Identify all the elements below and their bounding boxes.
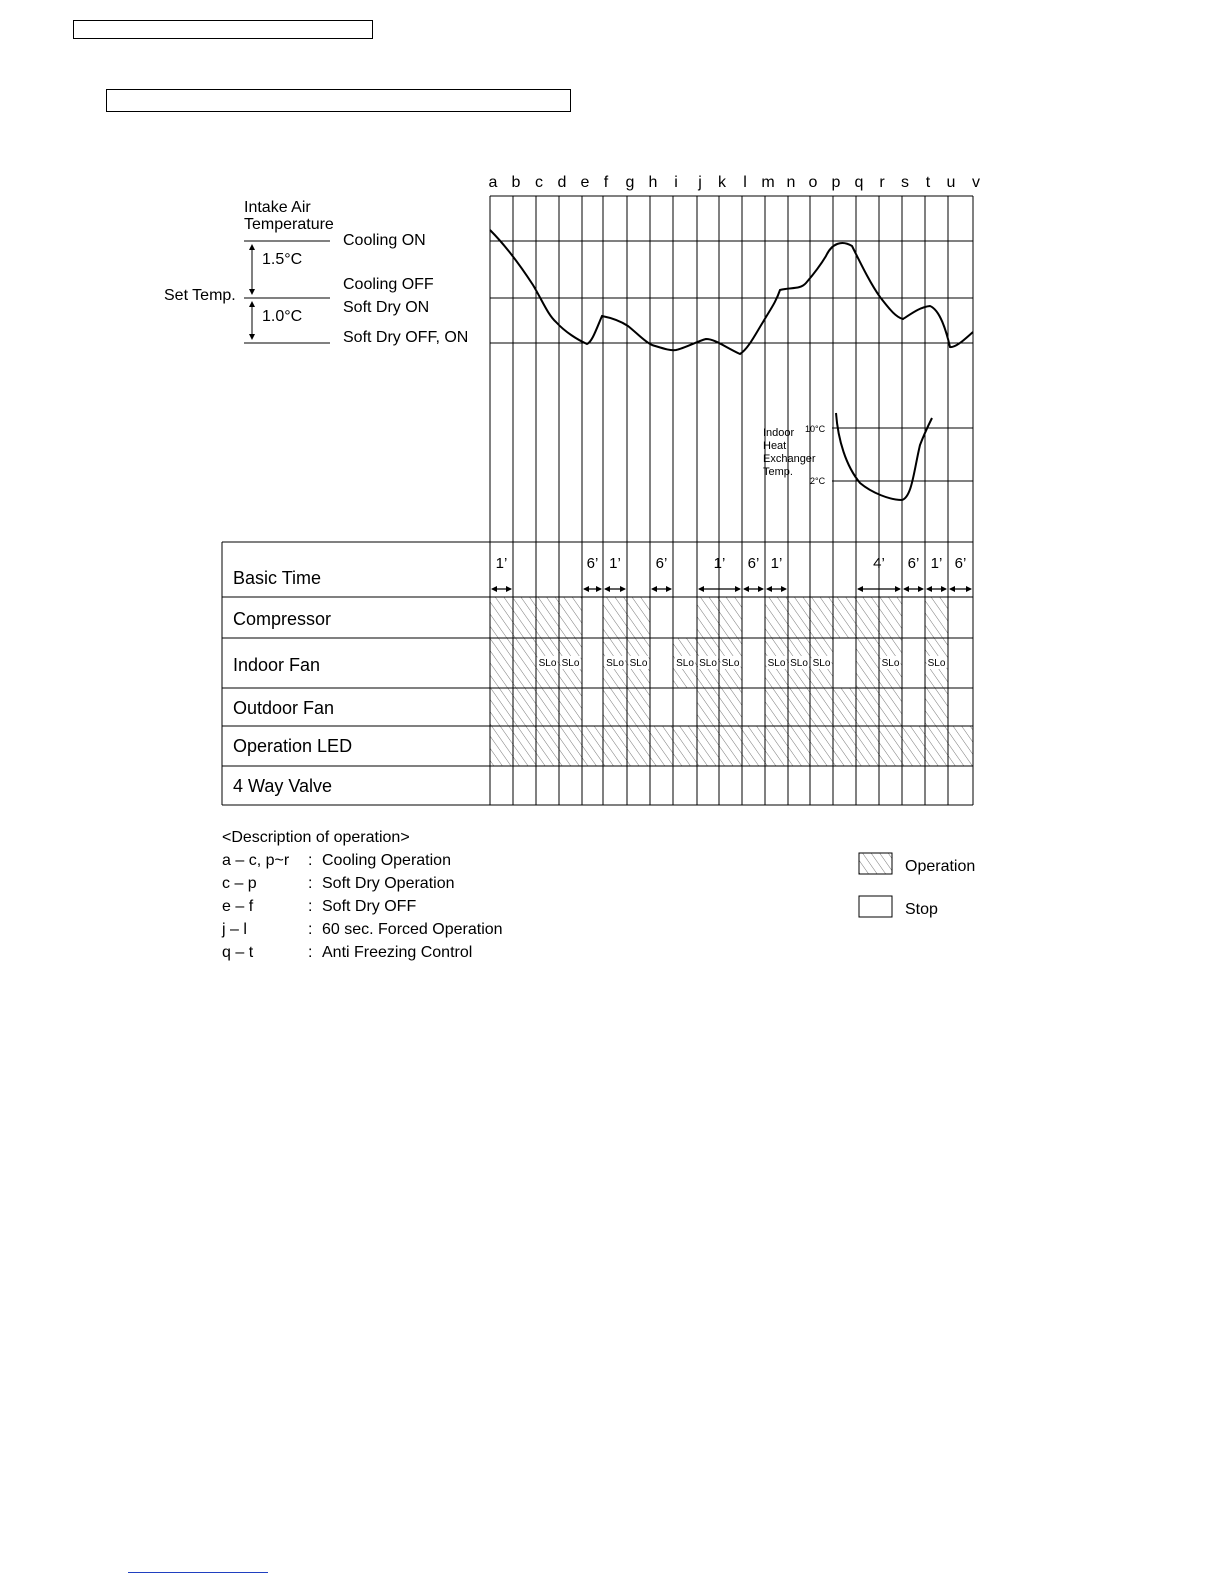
legend-label-operation: Operation: [905, 858, 976, 875]
desc-text-5: Anti Freezing Control: [322, 944, 473, 961]
slo-label-o: SLo: [812, 658, 831, 669]
level-label-cooling-on: Cooling ON: [343, 232, 426, 249]
legend-swatch-stop: [859, 896, 892, 917]
column-label-h: h: [648, 174, 658, 191]
desc-range-3: e – f: [222, 898, 254, 915]
desc-sep-5: :: [308, 944, 313, 961]
row-label-compressor: Compressor: [233, 609, 332, 629]
basic-time-label-7: 4’: [873, 555, 885, 572]
column-label-l: l: [743, 174, 747, 191]
desc-range-2: c – p: [222, 875, 257, 892]
delta-upper-label: 1.5°C: [262, 251, 303, 268]
slo-label-k: SLo: [721, 658, 740, 669]
hatch-outdoor-fan-4: [925, 688, 948, 726]
column-label-q: q: [854, 174, 864, 191]
column-label-v: v: [972, 174, 980, 191]
desc-text-2: Soft Dry Operation: [322, 875, 455, 892]
column-label-m: m: [761, 174, 775, 191]
operation-hatch-layer: [490, 597, 973, 766]
column-label-p: p: [831, 174, 841, 191]
column-label-f: f: [603, 174, 609, 191]
timing-row-labels: [233, 568, 352, 796]
hx-label-1: Indoor: [763, 427, 795, 439]
hatch-operation-led-0: [490, 726, 973, 766]
basic-time-label-0: 1’: [495, 555, 508, 572]
column-label-o: o: [808, 174, 818, 191]
desc-range-4: j – l: [222, 921, 247, 938]
basic-time-label-6: 1’: [770, 555, 783, 572]
footer-rule: [128, 1572, 268, 1573]
column-label-i: i: [674, 174, 678, 191]
basic-time-marks: [492, 555, 971, 589]
slo-label-m: SLo: [767, 658, 786, 669]
intake-temperature-curve: [490, 230, 973, 354]
slo-label-f: SLo: [606, 658, 624, 669]
delta-lower-label: 1.0°C: [262, 308, 303, 325]
desc-range-5: q – t: [222, 944, 254, 961]
intake-air-title-2: Temperature: [244, 216, 334, 233]
basic-time-label-8: 6’: [907, 555, 920, 572]
slo-label-g: SLo: [629, 658, 648, 669]
slo-label-j: SLo: [699, 658, 717, 669]
column-label-s: s: [901, 174, 909, 191]
column-label-u: u: [946, 174, 956, 191]
basic-time-label-3: 6’: [655, 555, 668, 572]
hx-tick-10c-label: 10°C: [805, 424, 826, 434]
desc-text-4: 60 sec. Forced Operation: [322, 921, 503, 938]
level-label-soft-dry-off-on: Soft Dry OFF, ON: [343, 329, 469, 346]
column-label-b: b: [511, 174, 521, 191]
hx-label-3: Exchanger: [763, 453, 816, 465]
row-label-operation-led: Operation LED: [233, 736, 353, 756]
temperature-scale: [164, 199, 468, 346]
heat-exchanger-temp: [763, 413, 973, 500]
desc-text-1: Cooling Operation: [322, 852, 451, 869]
set-temp-label: Set Temp.: [164, 287, 236, 304]
row-label-indoor-fan: Indoor Fan: [233, 655, 321, 675]
column-label-k: k: [718, 174, 726, 191]
basic-time-label-1: 6’: [586, 555, 599, 572]
column-label-a: a: [488, 174, 498, 191]
row-label-basic-time: Basic Time: [233, 568, 322, 588]
column-label-r: r: [879, 174, 885, 191]
hx-label-4: Temp.: [763, 466, 793, 478]
basic-time-label-2: 1’: [609, 555, 621, 572]
slo-label-t: SLo: [927, 658, 946, 669]
slo-label-r: SLo: [881, 658, 900, 669]
desc-sep-1: :: [308, 852, 313, 869]
column-labels: [489, 174, 980, 191]
desc-sep-4: :: [308, 921, 313, 938]
hx-label-2: Heat: [763, 440, 787, 452]
level-label-soft-dry-on: Soft Dry ON: [343, 299, 430, 316]
column-label-t: t: [925, 174, 931, 191]
intake-air-title-1: Intake Air: [244, 199, 311, 216]
column-label-g: g: [625, 174, 635, 191]
slo-label-c: SLo: [538, 658, 557, 669]
slo-label-n: SLo: [790, 658, 808, 669]
slo-label-i: SLo: [676, 658, 694, 669]
legend: [859, 853, 975, 918]
basic-time-label-5: 6’: [747, 555, 760, 572]
column-label-n: n: [786, 174, 796, 191]
column-label-e: e: [580, 174, 590, 191]
legend-swatch-operation: [859, 853, 892, 874]
desc-sep-2: :: [308, 875, 313, 892]
legend-label-stop: Stop: [905, 901, 938, 918]
hx-tick-2c-label: 2°C: [810, 476, 826, 486]
column-label-d: d: [557, 174, 567, 191]
column-label-c: c: [535, 174, 543, 191]
hatch-compressor-4: [925, 597, 948, 638]
level-label-cooling-off: Cooling OFF: [343, 276, 434, 293]
basic-time-label-9: 1’: [930, 555, 943, 572]
row-label-outdoor-fan: Outdoor Fan: [233, 698, 335, 718]
description-block: [221, 829, 503, 961]
desc-range-1: a – c, p~r: [222, 852, 290, 869]
description-title: <Description of operation>: [222, 829, 410, 846]
basic-time-label-4: 1’: [713, 555, 726, 572]
desc-text-3: Soft Dry OFF: [322, 898, 417, 915]
hx-temperature-curve: [836, 413, 932, 500]
slo-label-d: SLo: [561, 658, 580, 669]
row-label-4-way-valve: 4 Way Valve: [233, 776, 333, 796]
column-label-j: j: [698, 174, 702, 191]
basic-time-label-10: 6’: [954, 555, 967, 572]
desc-sep-3: :: [308, 898, 313, 915]
